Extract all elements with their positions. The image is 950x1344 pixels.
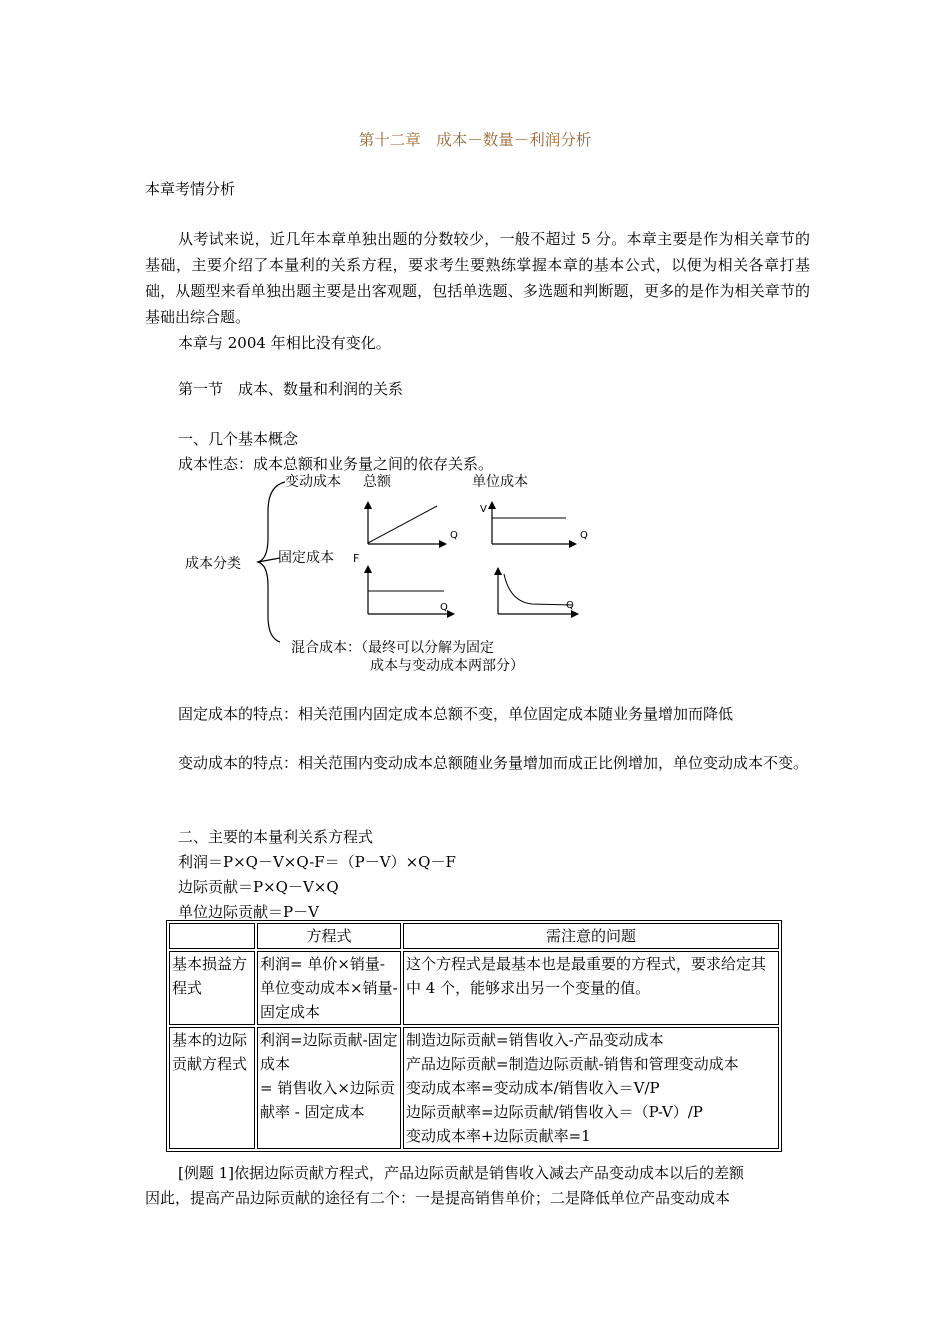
cost-diagram — [180, 466, 600, 681]
row2-note: 边际贡献率=边际贡献/销售收入＝（P-V）/P — [406, 1103, 703, 1121]
analysis-paragraph-1: 从考试来说，近几年本章单独出题的分数较少，一般不超过 5 分。本章主要是作为相关章节的基础，主要介绍了本量利的关系方程，要求考生要熟练掌握本章的基本公式，以便为相关各章打基础，从题型来看单独出题主要是出客观题，包括单选题、多选题和判断题，更多的是作为相关章节的基础出综合题。 — [145, 230, 810, 326]
table-header-row — [169, 923, 779, 949]
table-row — [169, 1027, 779, 1149]
table-row — [169, 951, 779, 1025]
analysis-heading: 本章考情分析 — [145, 180, 236, 198]
row2-equation — [257, 1027, 401, 1149]
row2-note: 产品边际贡献=制造边际贡献-销售和管理变动成本 — [406, 1055, 739, 1073]
row2-note: 变动成本率+边际贡献率=1 — [406, 1127, 591, 1145]
equation-table — [166, 920, 782, 1152]
unit-contribution-equation: 单位边际贡献＝P－V — [178, 903, 319, 921]
analysis-text — [145, 226, 810, 356]
variable-cost-feature-block — [145, 750, 810, 776]
fixed-cost-label: 固定成本 — [278, 550, 334, 566]
cost-classification-label: 成本分类 — [185, 556, 241, 572]
table-header-empty — [169, 923, 255, 949]
unit-cost-label: 单位成本 — [472, 474, 528, 490]
fixed-total-graph — [368, 566, 454, 614]
row2-note: 变动成本率=变动成本/销售收入＝V/P — [406, 1079, 660, 1097]
row1-notes: 这个方程式是最基本也是最重要的方程式，要求给定其中 4 个，能够求出另一个变量的值。 — [403, 951, 779, 1025]
total-amount-label: 总额 — [363, 474, 391, 490]
row2-equation-line2: = 销售收入×边际贡献率 - 固定成本 — [260, 1079, 395, 1121]
section1-heading: 第一节 成本、数量和利润的关系 — [178, 380, 404, 398]
table-header-notes: 需注意的问题 — [403, 923, 779, 949]
row2-note: 制造边际贡献=销售收入-产品变动成本 — [406, 1031, 664, 1049]
analysis-paragraph-2: 本章与 2004 年相比没有变化。 — [178, 334, 391, 352]
v-label: V — [480, 504, 487, 515]
subheading-equations: 二、主要的本量利关系方程式 — [178, 828, 374, 846]
unit-variable-graph — [480, 502, 588, 544]
mixed-cost-line1: 混合成本：（最终可以分解为固定 — [291, 640, 494, 656]
mixed-cost-line2: 成本与变动成本两部分） — [370, 658, 524, 674]
example-line-2: 因此，提高产品边际贡献的途径有二个：一是提高销售单价；二是降低单位产品变动成本 — [145, 1189, 731, 1207]
profit-equation: 利润＝P×Q－V×Q-F＝（P－V）×Q－F — [178, 853, 456, 871]
row2-name: 基本的边际贡献方程式 — [169, 1027, 255, 1149]
example-line-1: [例题 1]依据边际贡献方程式，产品边际贡献是销售收入减去产品变动成本以后的差额 — [178, 1164, 745, 1182]
row1-name: 基本损益方程式 — [169, 951, 255, 1025]
variable-cost-feature: 变动成本的特点：相关范围内变动成本总额随业务量增加而成正比例增加，单位变动成本不变。 — [178, 754, 809, 772]
q-label: Q — [566, 600, 574, 611]
cost-classification-figure — [180, 466, 600, 681]
q-label: Q — [580, 530, 588, 541]
cost-behavior-definition: 成本性态：成本总额和业务量之间的依存关系。 — [178, 455, 494, 473]
contribution-margin-equation: 边际贡献＝P×Q－V×Q — [178, 878, 339, 896]
variable-total-graph — [368, 502, 458, 544]
row2-equation-line1: 利润=边际贡献-固定成本 — [260, 1031, 398, 1073]
table-header-equation: 方程式 — [257, 923, 401, 949]
f-label: F — [353, 552, 360, 565]
chapter-title: 第十二章 成本－数量－利润分析 — [358, 131, 592, 149]
unit-fixed-graph — [498, 568, 578, 614]
variable-cost-label: 变动成本 — [285, 474, 341, 490]
fixed-cost-feature: 固定成本的特点：相关范围内固定成本总额不变，单位固定成本随业务量增加而降低 — [178, 705, 734, 723]
subheading-basic-concepts: 一、几个基本概念 — [178, 430, 299, 448]
q-label: Q — [440, 602, 448, 613]
q-label: Q — [450, 530, 458, 541]
row1-equation: 利润= 单价×销量-单位变动成本×销量-固定成本 — [257, 951, 401, 1025]
row2-notes — [403, 1027, 779, 1149]
